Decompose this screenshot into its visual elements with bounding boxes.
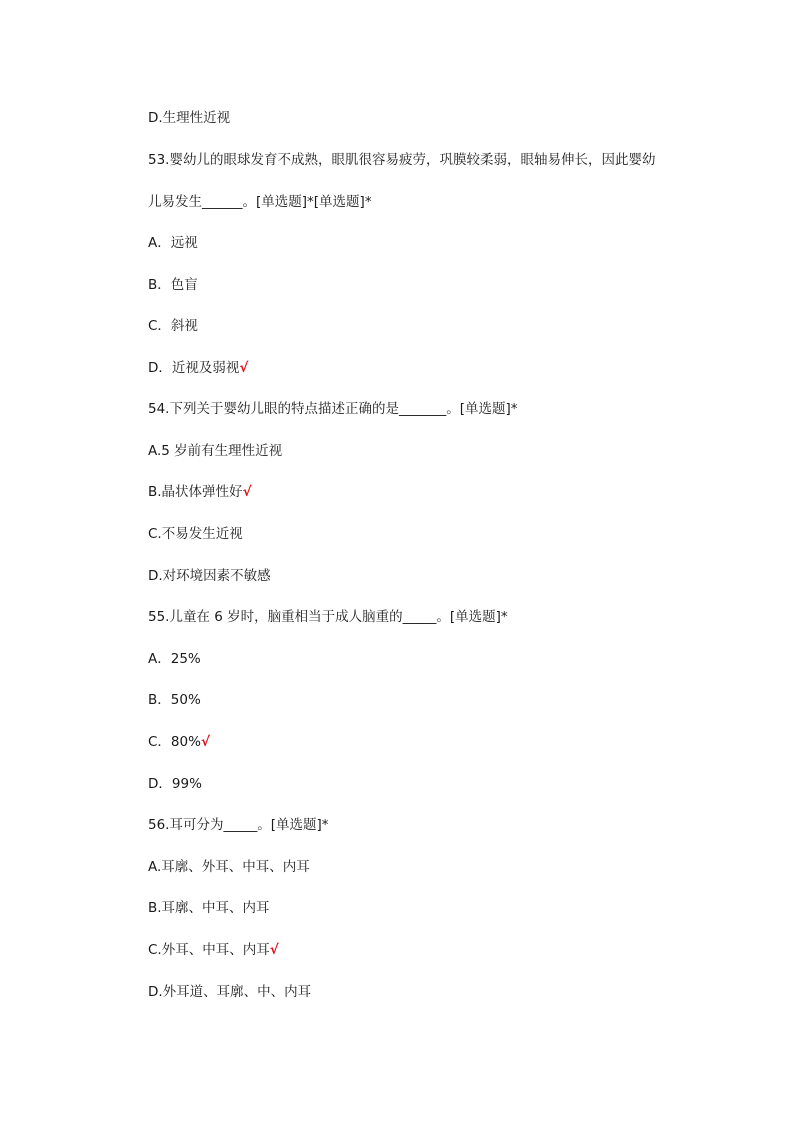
question-56-line — [148, 816, 708, 834]
answer-option-line — [148, 941, 708, 959]
line-text: D.生理性近视 — [148, 110, 231, 126]
line-text: C.不易发生近视 — [148, 526, 243, 542]
line-text: B.耳廓、中耳、内耳 — [148, 900, 270, 916]
line-text: D.外耳道、耳廓、中、内耳 — [148, 984, 312, 1000]
answer-option-line — [148, 109, 708, 127]
correct-check-mark: √ — [269, 942, 279, 958]
answer-option-line — [148, 691, 708, 709]
answer-option-line — [148, 483, 708, 501]
line-text: D.对环境因素不敏感 — [148, 568, 271, 584]
answer-option-line — [148, 858, 708, 876]
line-text: C.外耳、中耳、内耳 — [148, 942, 270, 958]
line-text: C．斜视 — [148, 318, 198, 334]
line-text: B.晶状体弹性好 — [148, 484, 243, 500]
line-text: A．远视 — [148, 235, 198, 251]
answer-option-line — [148, 733, 708, 751]
answer-option-line — [148, 650, 708, 668]
line-text: A.5 岁前有生理性近视 — [148, 443, 283, 459]
correct-check-mark: √ — [242, 484, 252, 500]
line-text: D．99% — [148, 776, 202, 792]
question-55-line — [148, 608, 708, 626]
answer-option-line — [148, 276, 708, 294]
line-text: 56.耳可分为_____。[单选题]* — [148, 817, 329, 833]
line-text: 54.下列关于婴幼儿眼的特点描述正确的是_______。[单选题]* — [148, 401, 518, 417]
answer-option-line — [148, 775, 708, 793]
line-text: 55.儿童在 6 岁时，脑重相当于成人脑重的_____。[单选题]* — [148, 609, 508, 625]
answer-option-line — [148, 567, 708, 585]
answer-option-line — [148, 234, 708, 252]
line-text: A.耳廓、外耳、中耳、内耳 — [148, 859, 310, 875]
line-text: D．近视及弱视 — [148, 360, 240, 376]
question-53-line-2 — [148, 193, 708, 211]
line-text: C．80% — [148, 734, 201, 750]
line-text: A．25% — [148, 651, 201, 667]
answer-option-line — [148, 983, 708, 1001]
answer-option-line — [148, 442, 708, 460]
question-54-line — [148, 400, 708, 418]
correct-check-mark: √ — [239, 360, 249, 376]
correct-check-mark: √ — [200, 734, 210, 750]
answer-option-line — [148, 359, 708, 377]
line-text: 53.婴幼儿的眼球发育不成熟，眼肌很容易疲劳，巩膜较柔弱，眼轴易伸长，因此婴幼 — [148, 152, 656, 168]
answer-option-line — [148, 899, 708, 917]
question-53-line-1 — [148, 151, 708, 169]
answer-option-line — [148, 525, 708, 543]
line-text: B．50% — [148, 692, 201, 708]
line-text: 儿易发生______。[单选题]*[单选题]* — [148, 194, 372, 210]
line-text: B．色盲 — [148, 277, 198, 293]
answer-option-line — [148, 317, 708, 335]
